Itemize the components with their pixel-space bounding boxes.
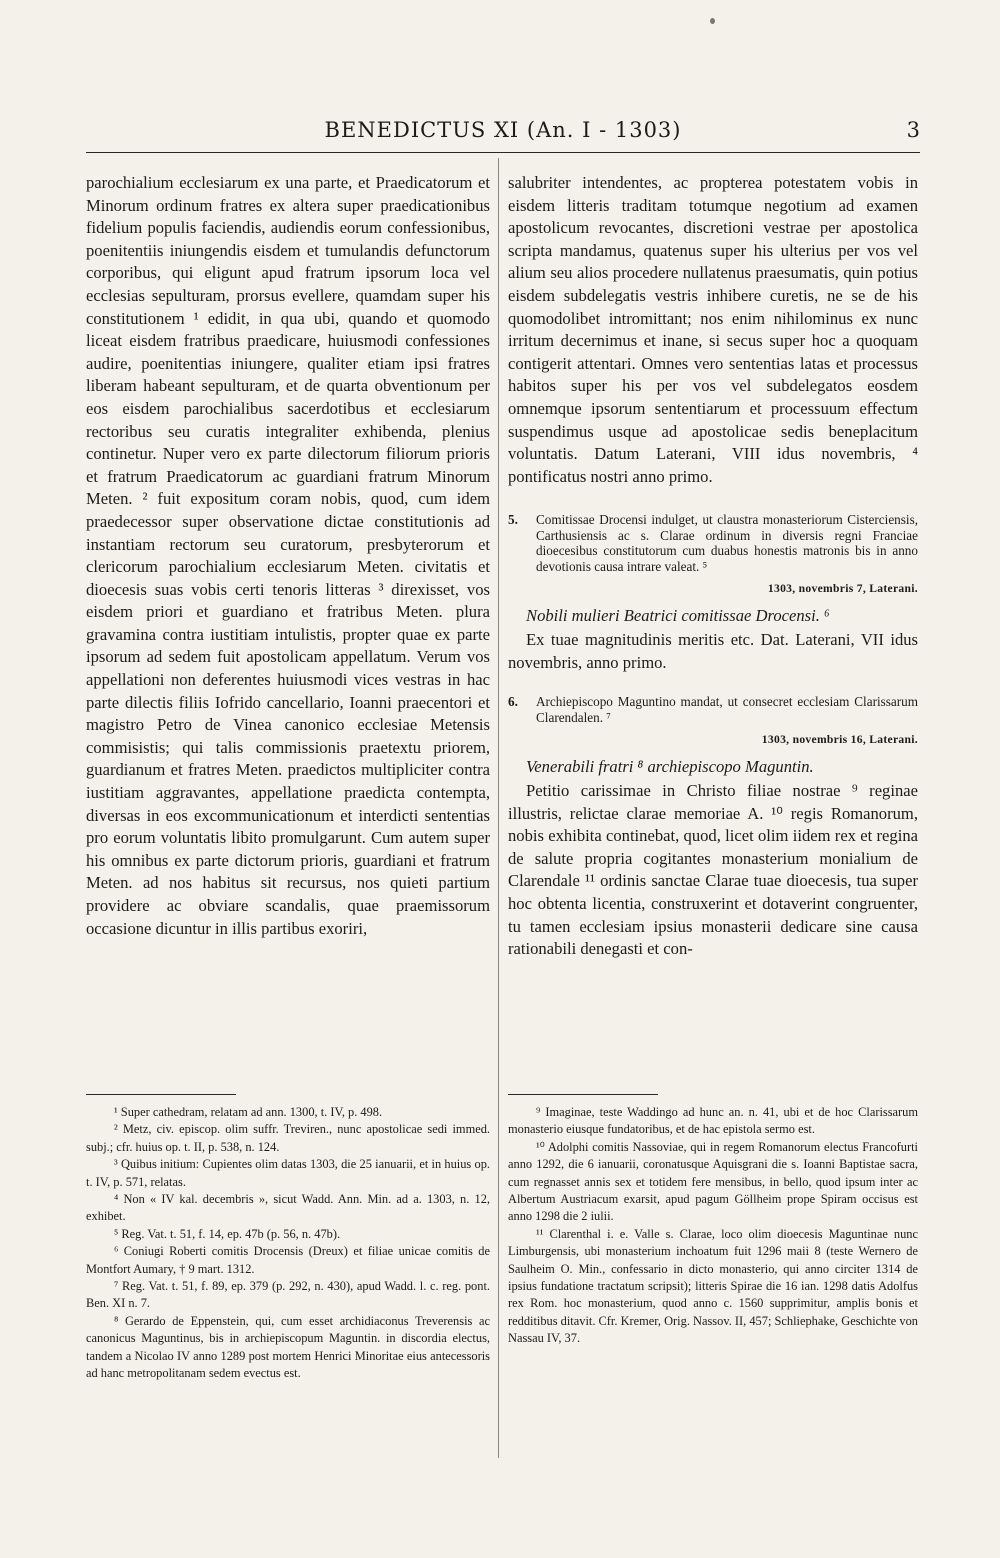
- footnote: ³ Quibus initium: Cupientes olim datas 1303, die 25 ianuarii, et in huius op. t. IV, p. 571, relatas.: [86, 1157, 490, 1189]
- entry-number: 6.: [508, 694, 518, 710]
- right-column: [508, 172, 918, 961]
- ink-spot: [710, 18, 715, 24]
- footnote: ¹¹ Clarenthal i. e. Valle s. Clarae, loco olim dioecesis Maguntinae nunc Limburgensis, ubi monasterium inchoatum fuit 1296 maii 8 (teste Wernero de Saulheim O. Min., confessario in dicto monasterio, qui anno circiter 1314 de ipsius fundatione tractatum scripsit); litteris Spirae die 16 ian. 1298 datis Adolfus rex Rom. hoc monasterium, quod anno c. 1560 supprimitur, amplis bonis et redditibus ditavit. Cfr. Kremer, Orig. Nassov. II, 457; Schliephake, Geschichte von Nassau IV, 37.: [508, 1226, 918, 1346]
- entry-summary-text: Comitissae Drocensi indulget, ut claustra monasteriorum Cisterciensis, Carthusiensis ac s. Clarae ordinum in diversis regni Franciae dioecesibus constitutorum cum duabus honestis matronis bis in anno devotionis causa intrare valeat. ⁵: [536, 512, 918, 574]
- entry-number: 5.: [508, 512, 518, 528]
- footnotes-left: [86, 1104, 490, 1383]
- entry-summary: [508, 694, 918, 725]
- entry-body: Petitio carissimae in Christo filiae nostrae ⁹ reginae illustris, relictae clarae memoriae A. ¹⁰ regis Romanorum, nobis exhibita continebat, quod, licet olim iidem rex et regina de salute propria cogitantes monasterium monialium de Clarendale ¹¹ ordinis sanctae Clarae tuae dioecesis, tua super hoc obtenta licentia, construxerint et dotaverint congruenter, tu tamen ecclesiam ipsius monasterii dedicare sine causa rationabili denegasti et con-: [508, 780, 918, 959]
- footnote: ⁷ Reg. Vat. t. 51, f. 89, ep. 379 (p. 292, n. 430), apud Wadd. l. c. reg. pont. Ben. XI n. 7.: [86, 1279, 490, 1311]
- footnote: ⁶ Coniugi Roberti comitis Drocensis (Dreux) et filiae unicae comitis de Montfort Aumary, † 9 mart. 1312.: [86, 1244, 490, 1276]
- left-column-text: parochialium ecclesiarum ex una parte, et Praedicatorum et Minorum ordinum fratres ex altera super praedicationibus fidelium populis faciendis, audiendis eorum confessionibus, poenitentiis iniungendis eisdem et tumulandis defunctorum corporibus, qui eligunt apud fratrum ipsorum loca vel ecclesias sepulturam, prorsus evellere, quamdam super his constitutionem ¹ edidit, in qua ubi, quando et quomodo liceat eisdem fratribus praedicare, huiusmodi confessiones audire, poenitentias iniungere, qualiter etiam ipsi fratres liberam habeant sepulturam, et de quarta obventionum per eos eisdem parochialibus sacerdotibus et ecclesiarum rectoribus seu curatis integraliter exhibenda, plenius continetur. Nuper vero ex parte dilectorum filiorum prioris et fratrum Praedicatorum ac guardiani fratrum Minorum Meten. ² fuit expositum coram nobis, quod, cum idem praedecessor super observatione dictae constitutionis ad instantiam rectorum seu curatorum, presbyterorum et clericorum parochialium ecclesiarum Meten. civitatis et dioecesis suas vobis certi tenoris litteras ³ direxisset, vos eisdem priori et guardiano et fratribus Meten. plura gravamina contra iustitiam intulistis, propter quae ex parte ipsorum ad sedem fuit apostolicam appellatum. Verum vos appellationi non deferentes huiusmodi vices vestras in hac parte dilectis filiis Iofrido cancellario, Ioanni praecentori et magistro Petro de Vinea canonico ecclesiae Metensis commisistis; qui talis commissionis praetextu priorem, guardianum et fratres Meten. praedictos multipliciter contra iustitiam aggravantes, appellatione praedicta contempta, diversas in eos excommunicationum et interdicti sententias pro eorum voluntatis libito promulgarunt. Cum autem super his omnibus ex parte dictorum prioris, guardiani et fratrum Meten. ad nos habitus sit recursus, nos quieti partium providere ac obviare scandalis, quae praemissorum occasione dicuntur in illis partibus exoriri,: [86, 173, 490, 938]
- footnote: ⁴ Non « IV kal. decembris », sicut Wadd. Ann. Min. ad a. 1303, n. 12, exhibet.: [86, 1192, 490, 1224]
- footnote: ² Metz, civ. episcop. olim suffr. Treviren., nunc apostolicae sedi immed. subj.; cfr. huius op. t. II, p. 538, n. 124.: [86, 1122, 490, 1154]
- footnote-rule: [86, 1094, 236, 1095]
- footnote: ⁵ Reg. Vat. t. 51, f. 14, ep. 47b (p. 56, n. 47b).: [114, 1226, 341, 1241]
- entry-addressee: Nobili mulieri Beatrici comitissae Drocensi. ⁶: [526, 605, 830, 625]
- footnote: ⁹ Imaginae, teste Waddingo ad hunc an. n. 41, ubi et de hoc Clarissarum monasterio eiusque fundatoribus, et de hac epistola sermo est.: [508, 1105, 918, 1137]
- entry-addressee: Venerabili fratri ⁸ archiepiscopo Maguntin.: [526, 756, 814, 776]
- running-title: BENEDICTUS XI (An. I - 1303): [324, 118, 682, 142]
- column-divider: [498, 158, 499, 1458]
- footnote: ⁸ Gerardo de Eppenstein, qui, cum esset archidiaconus Treverensis ac canonicus Maguntinus, bis in archiepiscopum Maguntin. in discordia electus, tandem a Nicolao IV anno 1289 post mortem Henrici Minoritae eius antecessoris ad hanc metropolitanam sedem evectus est.: [86, 1313, 490, 1381]
- header-rule: [86, 152, 920, 153]
- entry-summary: [508, 512, 918, 574]
- entry-date: 1303, novembris 7, Laterani.: [767, 581, 918, 595]
- page-header: [86, 114, 920, 150]
- entry-date: 1303, novembris 16, Laterani.: [761, 732, 918, 746]
- entry-6: [508, 694, 918, 961]
- footnotes-right: [508, 1104, 918, 1348]
- entry-summary-text: Archiepiscopo Maguntino mandat, ut consecret ecclesiam Clarissarum Clarendalen. ⁷: [536, 694, 918, 725]
- left-column: [86, 172, 490, 940]
- right-column-text: salubriter intendentes, ac propterea potestatem vobis in eisdem litteris traditam totumque negotium ad examen apostolicum revocantes, discretioni vestrae per apostolica scripta mandamus, quatenus super his ulterius per vos vel alium seu alios procedere nullatenus praesumatis, quin potius eisdem subdelegatis vestris inhibere curetis, ne se de his quomodolibet intromittant; nos enim nihilominus ex nunc irritum decernimus et inane, si secus super hoc a quoquam contigerit attentari. Omnes vero sententias latas et processus habitos super his per vos vel subdelegatos eosdem omnemque ipsorum sententiarum et processuum effectum suspendimus usque ad apostolicae sedis beneplacitum voluntatis. Datum Laterani, VIII idus novembris, ⁴ pontificatus nostri anno primo.: [508, 173, 918, 486]
- footnote: ¹ Super cathedram, relatam ad ann. 1300, t. IV, p. 498.: [114, 1105, 383, 1119]
- footnote-rule: [508, 1094, 658, 1095]
- entry-body: Ex tuae magnitudinis meritis etc. Dat. Laterani, VII idus novembris, anno primo.: [508, 629, 918, 672]
- footnote: ¹⁰ Adolphi comitis Nassoviae, qui in regem Romanorum electus Francofurti anno 1292, die 6 ianuarii, coronatusque Aquisgrani die s. Ioanni Baptistae sacra, cum regnasset annis sex et totidem fere mensibus, in bello, quod ipsum inter ac Albertum Austriacum exarsit, apud pagum Göllheim prope Spiram occisus est anno 1298 die 2 iulii.: [508, 1139, 918, 1224]
- entry-5: [508, 512, 918, 674]
- page-number: 3: [906, 118, 920, 142]
